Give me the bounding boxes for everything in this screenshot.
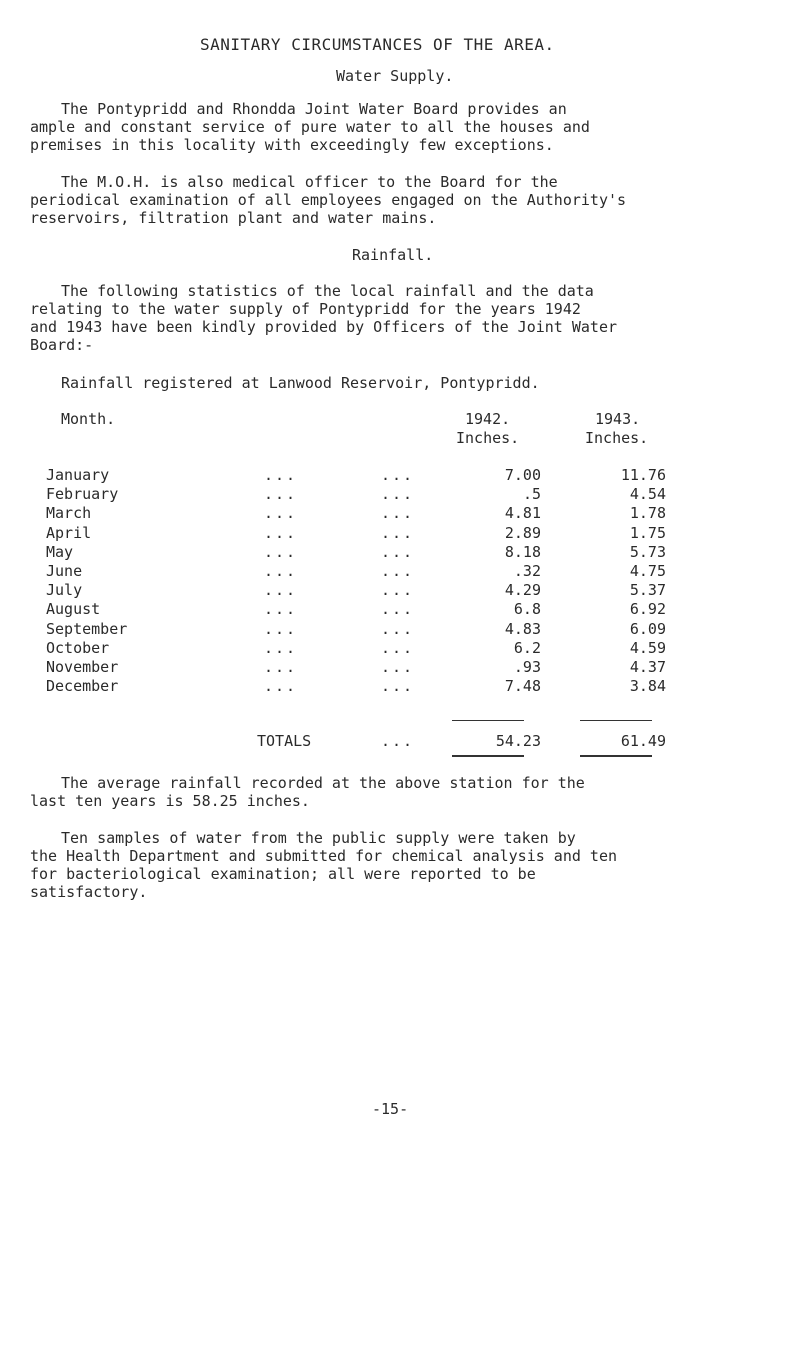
paragraph-line: The average rainfall recorded at the above station for the (61, 774, 585, 792)
value-1943-cell: 11.76 (620, 466, 666, 484)
leader-dots: ... (264, 600, 298, 619)
month-cell: August (46, 600, 101, 619)
table-row (46, 543, 726, 562)
value-1943-cell: 4.37 (629, 658, 666, 676)
total-rule-top-1942 (452, 720, 524, 721)
paragraph-line: ample and constant service of pure water to all the houses and (30, 118, 590, 136)
table-row (46, 485, 726, 504)
paragraph-line: reservoirs, filtration plant and water mains. (30, 209, 437, 227)
leader-dots: ... (264, 504, 298, 523)
paragraph-line: satisfactory. (30, 883, 148, 901)
leader-dots: ... (264, 466, 298, 484)
paragraph-line: premises in this locality with exceedingly few exceptions. (30, 136, 554, 154)
total-rule-bottom-1943 (580, 755, 652, 757)
month-cell: July (46, 581, 83, 600)
leader-dots: ... (381, 466, 415, 484)
month-cell: February (46, 485, 119, 504)
totals-label: TOTALS (257, 732, 312, 750)
paragraph-line: periodical examination of all employees engaged on the Authority's (30, 191, 627, 209)
table-row (46, 620, 726, 639)
totals-leader: ... (381, 732, 415, 750)
table-row (46, 677, 726, 696)
leader-dots: ... (264, 485, 298, 504)
paragraph-line: The Pontypridd and Rhondda Joint Water Board provides an (61, 100, 567, 118)
leader-dots: ... (264, 542, 298, 561)
section-title-rainfall: Rainfall. (352, 246, 434, 264)
leader-dots: ... (381, 600, 415, 619)
month-cell: April (46, 523, 92, 542)
leader-dots: ... (264, 658, 298, 676)
value-1942-cell: 6.2 (513, 638, 541, 657)
leader-dots: ... (264, 562, 298, 580)
value-1943-cell: 4.59 (629, 638, 666, 657)
value-1942-cell: 8.18 (504, 542, 541, 561)
leader-dots: ... (264, 581, 298, 600)
paragraph-line: last ten years is 58.25 inches. (30, 792, 310, 810)
paragraph-line: The following statistics of the local rainfall and the data (61, 282, 594, 300)
value-1943-cell: 5.73 (629, 542, 666, 561)
page-number: -15- (372, 1100, 409, 1118)
rainfall-intro-paragraph (30, 282, 770, 354)
page-title: SANITARY CIRCUMSTANCES OF THE AREA. (200, 35, 555, 54)
month-cell: October (46, 638, 110, 657)
leader-dots: ... (264, 638, 298, 657)
total-1943: 61.49 (620, 732, 666, 750)
total-1942: 54.23 (495, 732, 541, 750)
value-1943-cell: 5.37 (629, 581, 666, 600)
leader-dots: ... (264, 523, 298, 542)
value-1942-cell: 7.00 (504, 466, 541, 484)
leader-dots: ... (381, 504, 415, 523)
average-rainfall-paragraph (30, 774, 770, 810)
value-1943-cell: 1.78 (629, 504, 666, 523)
moh-paragraph (30, 173, 770, 227)
value-1943-cell: 6.92 (629, 600, 666, 619)
water-supply-paragraph (30, 100, 770, 154)
leader-dots: ... (381, 485, 415, 504)
paragraph-line: The M.O.H. is also medical officer to the Board for the (61, 173, 558, 191)
value-1942-cell: 2.89 (504, 523, 541, 542)
value-1942-cell: 4.29 (504, 581, 541, 600)
leader-dots: ... (381, 619, 415, 638)
leader-dots: ... (381, 542, 415, 561)
value-1943-cell: 3.84 (629, 677, 666, 696)
month-cell: December (46, 677, 119, 696)
total-rule-bottom-1942 (452, 755, 524, 757)
paragraph-line: and 1943 have been kindly provided by Officers of the Joint Water (30, 318, 617, 336)
table-row (46, 524, 726, 543)
table-row (46, 581, 726, 600)
unit-label-1943: Inches. (585, 429, 649, 447)
value-1942-cell: .5 (522, 485, 541, 504)
table-caption: Rainfall registered at Lanwood Reservoir, Pontypridd. (61, 374, 540, 392)
leader-dots: ... (381, 523, 415, 542)
total-rule-top-1943 (580, 720, 652, 721)
table-row (46, 639, 726, 658)
column-header-month: Month. (61, 410, 116, 428)
value-1942-cell: 4.83 (504, 619, 541, 638)
leader-dots: ... (381, 638, 415, 657)
leader-dots: ... (264, 619, 298, 638)
month-cell: November (46, 658, 119, 676)
leader-dots: ... (264, 677, 298, 696)
value-1942-cell: 7.48 (504, 677, 541, 696)
leader-dots: ... (381, 581, 415, 600)
value-1943-cell: 4.54 (629, 485, 666, 504)
month-cell: January (46, 466, 110, 484)
table-row (46, 562, 726, 581)
table-row (46, 504, 726, 523)
month-cell: June (46, 562, 83, 580)
value-1942-cell: .93 (513, 658, 541, 676)
value-1942-cell: 6.8 (513, 600, 541, 619)
value-1942-cell: .32 (513, 562, 541, 580)
value-1943-cell: 1.75 (629, 523, 666, 542)
paragraph-line: Ten samples of water from the public supply were taken by (61, 829, 576, 847)
month-cell: March (46, 504, 92, 523)
paragraph-line: the Health Department and submitted for chemical analysis and ten (30, 847, 617, 865)
leader-dots: ... (381, 658, 415, 676)
samples-paragraph (30, 829, 770, 901)
paragraph-line: Board:- (30, 336, 94, 354)
leader-dots: ... (381, 677, 415, 696)
paragraph-line: for bacteriological examination; all were reported to be (30, 865, 536, 883)
column-header-1942: 1942. (465, 410, 511, 428)
leader-dots: ... (381, 562, 415, 580)
table-row (46, 658, 726, 677)
column-header-1943: 1943. (595, 410, 641, 428)
paragraph-line: relating to the water supply of Pontypridd for the years 1942 (30, 300, 581, 318)
month-cell: September (46, 619, 128, 638)
value-1942-cell: 4.81 (504, 504, 541, 523)
unit-label-1942: Inches. (456, 429, 520, 447)
table-row (46, 600, 726, 619)
section-title-water-supply: Water Supply. (336, 67, 454, 85)
month-cell: May (46, 542, 74, 561)
value-1943-cell: 6.09 (629, 619, 666, 638)
table-row (46, 466, 726, 485)
value-1943-cell: 4.75 (629, 562, 666, 580)
